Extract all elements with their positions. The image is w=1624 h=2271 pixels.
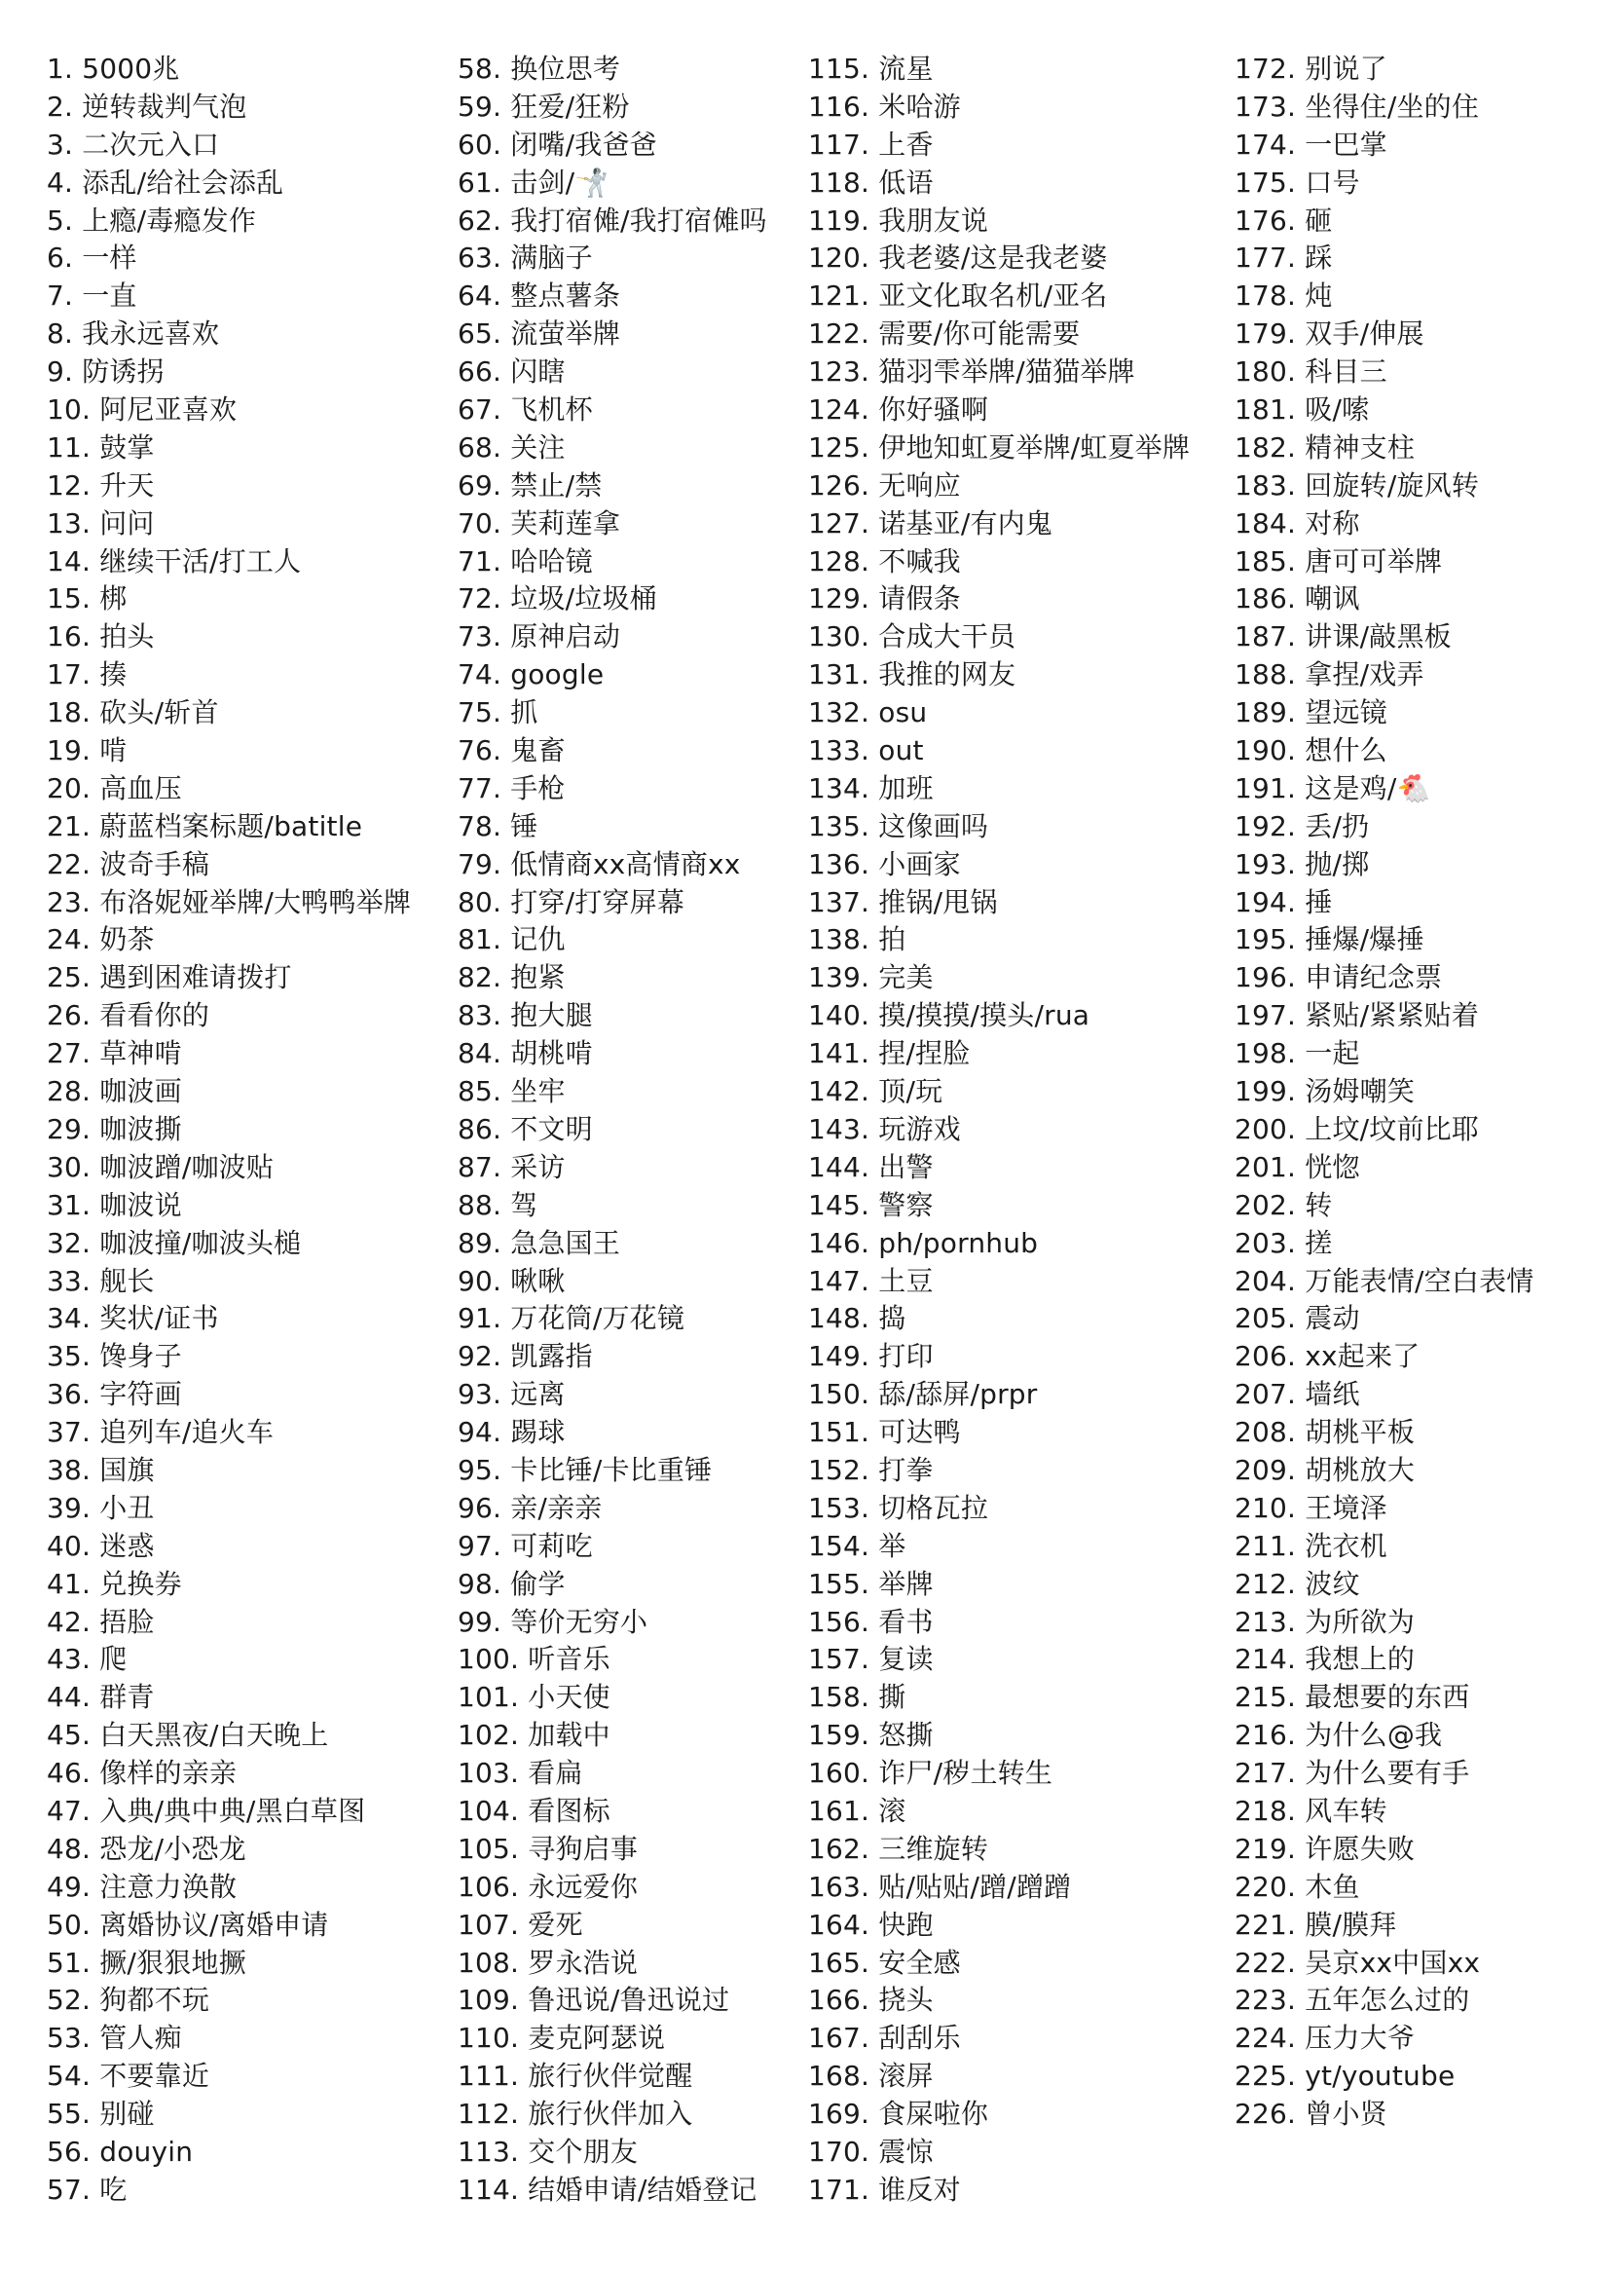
list-item: 92. 凯露指 [458, 1340, 593, 1373]
list-item: 6. 一样 [47, 242, 137, 275]
list-item: 166. 挠头 [808, 1984, 934, 2017]
list-item: 222. 吴京xx中国xx [1235, 1946, 1481, 1979]
list-item: 9. 防诱拐 [47, 355, 165, 389]
list-item: 210. 王境泽 [1235, 1491, 1387, 1524]
list-item: 51. 撅/狠狠地撅 [47, 1946, 246, 1979]
list-item: 220. 木鱼 [1235, 1870, 1360, 1903]
list-item: 89. 急急国王 [458, 1226, 621, 1259]
list-item: 130. 合成大干员 [808, 620, 1016, 653]
list-item: 209. 胡桃放大 [1235, 1453, 1416, 1486]
list-item: 109. 鲁迅说/鲁迅说过 [458, 1984, 730, 2017]
list-item: 77. 手枪 [458, 771, 566, 804]
list-item: 55. 别碰 [47, 2098, 155, 2131]
list-item: 67. 飞机杯 [458, 393, 593, 427]
list-item: 198. 一起 [1235, 1037, 1360, 1070]
list-item: 88. 驾 [458, 1188, 538, 1221]
list-item: 18. 砍头/斩首 [47, 696, 219, 729]
list-item: 57. 吃 [47, 2173, 128, 2206]
list-item: 2. 逆转裁判气泡 [47, 90, 247, 123]
list-item: 10. 阿尼亚喜欢 [47, 393, 238, 427]
list-item: 215. 最想要的东西 [1235, 1681, 1470, 1714]
list-item: 129. 请假条 [808, 582, 961, 615]
list-item: 155. 举牌 [808, 1567, 934, 1600]
list-item: 26. 看看你的 [47, 999, 210, 1032]
list-item: 139. 完美 [808, 961, 934, 994]
list-item: 69. 禁止/禁 [458, 468, 603, 502]
list-item: 213. 为所欲为 [1235, 1605, 1416, 1638]
list-item: 171. 谁反对 [808, 2173, 961, 2206]
list-item: 83. 抱大腿 [458, 999, 593, 1032]
list-item: 192. 丢/扔 [1235, 809, 1370, 842]
list-item: 146. ph/pornhub [808, 1226, 1039, 1259]
list-item: 124. 你好骚啊 [808, 393, 989, 427]
list-item: 74. google [458, 658, 605, 691]
list-item: 203. 搓 [1235, 1226, 1333, 1259]
list-item: 94. 踢球 [458, 1416, 566, 1449]
list-item: 37. 追列车/追火车 [47, 1416, 275, 1449]
list-item: 65. 流萤举牌 [458, 317, 621, 351]
list-item: 19. 啃 [47, 734, 128, 767]
list-item: 162. 三维旋转 [808, 1832, 989, 1865]
list-item: 138. 拍 [808, 923, 906, 956]
list-item: 202. 转 [1235, 1188, 1333, 1221]
list-item: 201. 恍惚 [1235, 1150, 1360, 1183]
list-item: 197. 紧贴/紧紧贴着 [1235, 999, 1480, 1032]
list-item: 24. 奶茶 [47, 923, 155, 956]
list-item: 126. 无响应 [808, 468, 961, 502]
list-item: 100. 听音乐 [458, 1643, 610, 1676]
list-item: 42. 捂脸 [47, 1605, 155, 1638]
list-item: 189. 望远镜 [1235, 696, 1387, 729]
list-item: 221. 膜/膜拜 [1235, 1908, 1397, 1941]
list-item: 5. 上瘾/毒瘾发作 [47, 204, 257, 237]
list-item: 58. 换位思考 [458, 53, 621, 85]
list-item: 145. 警察 [808, 1188, 934, 1221]
list-item: 149. 打印 [808, 1340, 934, 1373]
list-item: 163. 贴/贴贴/蹭/蹭蹭 [808, 1870, 1072, 1903]
list-item: 186. 嘲讽 [1235, 582, 1360, 615]
list-item: 93. 远离 [458, 1378, 566, 1411]
list-item: 53. 管人痴 [47, 2022, 182, 2055]
list-item: 133. out [808, 734, 924, 767]
list-item: 128. 不喊我 [808, 544, 961, 577]
list-item: 75. 抓 [458, 696, 538, 729]
list-item: 134. 加班 [808, 771, 934, 804]
list-item: 188. 拿捏/戏弄 [1235, 658, 1424, 691]
list-item: 199. 汤姆嘲笑 [1235, 1075, 1416, 1108]
list-item: 140. 摸/摸摸/摸头/rua [808, 999, 1090, 1032]
list-item: 156. 看书 [808, 1605, 934, 1638]
list-item: 160. 诈尸/秽土转生 [808, 1757, 1053, 1790]
list-item: 96. 亲/亲亲 [458, 1491, 603, 1524]
list-item: 117. 上香 [808, 128, 934, 161]
list-item: 48. 恐龙/小恐龙 [47, 1832, 246, 1865]
list-item: 54. 不要靠近 [47, 2060, 210, 2093]
list-item: 158. 撕 [808, 1681, 906, 1714]
list-item: 110. 麦克阿瑟说 [458, 2022, 666, 2055]
list-item: 101. 小天使 [458, 1681, 610, 1714]
list-item: 23. 布洛妮娅举牌/大鸭鸭举牌 [47, 885, 412, 918]
list-item: 13. 问问 [47, 506, 155, 540]
list-item: 175. 口号 [1235, 166, 1360, 199]
list-item: 104. 看图标 [458, 1794, 610, 1827]
list-item: 141. 捏/捏脸 [808, 1037, 971, 1070]
list-item: 43. 爬 [47, 1643, 128, 1676]
list-item: 148. 捣 [808, 1302, 906, 1335]
list-item: 196. 申请纪念票 [1235, 961, 1443, 994]
list-item: 34. 奖状/证书 [47, 1302, 219, 1335]
list-item: 204. 万能表情/空白表情 [1235, 1264, 1534, 1297]
list-item: 173. 坐得住/坐的住 [1235, 90, 1480, 123]
list-item: 105. 寻狗启事 [458, 1832, 639, 1865]
list-item: 127. 诺基亚/有内鬼 [808, 506, 1053, 540]
list-item: 191. 这是鸡/🐔 [1235, 771, 1431, 804]
list-item: 108. 罗永浩说 [458, 1946, 639, 1979]
list-item: 154. 举 [808, 1529, 906, 1562]
list-item: 121. 亚文化取名机/亚名 [808, 279, 1108, 313]
list-item: 64. 整点薯条 [458, 279, 621, 313]
list-item: 12. 升天 [47, 468, 155, 502]
list-item: 211. 洗衣机 [1235, 1529, 1387, 1562]
list-item: 68. 关注 [458, 430, 566, 464]
list-item: 56. douyin [47, 2135, 194, 2168]
list-item: 164. 快跑 [808, 1908, 934, 1941]
list-item: 80. 打穿/打穿屏幕 [458, 885, 685, 918]
list-item: 193. 抛/掷 [1235, 847, 1370, 880]
list-item: 142. 顶/玩 [808, 1075, 943, 1108]
list-item: 137. 推锅/甩锅 [808, 885, 998, 918]
list-item: 76. 鬼畜 [458, 734, 566, 767]
list-item: 29. 咖波撕 [47, 1112, 182, 1145]
list-item: 86. 不文明 [458, 1112, 593, 1145]
list-item: 85. 坐牢 [458, 1075, 566, 1108]
list-item: 167. 刮刮乐 [808, 2022, 961, 2055]
list-item: 172. 别说了 [1235, 53, 1387, 85]
list-item: 8. 我永远喜欢 [47, 317, 220, 351]
list-item: 119. 我朋友说 [808, 204, 989, 237]
list-item: 205. 震动 [1235, 1302, 1360, 1335]
list-item: 168. 滚屏 [808, 2060, 934, 2093]
list-item: 161. 滚 [808, 1794, 906, 1827]
list-item: 78. 锤 [458, 809, 538, 842]
list-item: 106. 永远爱你 [458, 1870, 639, 1903]
list-item: 112. 旅行伙伴加入 [458, 2098, 693, 2131]
list-item: 132. osu [808, 696, 928, 729]
list-item: 72. 垃圾/垃圾桶 [458, 582, 657, 615]
list-item: 157. 复读 [808, 1643, 934, 1676]
list-item: 41. 兑换券 [47, 1567, 182, 1600]
list-column-4 [1235, 51, 1533, 2134]
list-item: 151. 可达鸭 [808, 1416, 961, 1449]
list-item: 28. 咖波画 [47, 1075, 182, 1108]
list-item: 52. 狗都不玩 [47, 1984, 210, 2017]
list-item: 30. 咖波蹭/咖波贴 [47, 1150, 275, 1183]
list-item: 47. 入典/典中典/黑白草图 [47, 1794, 366, 1827]
list-item: 206. xx起来了 [1235, 1340, 1421, 1373]
list-item: 194. 捶 [1235, 885, 1333, 918]
list-item: 22. 波奇手稿 [47, 847, 210, 880]
list-item: 179. 双手/伸展 [1235, 317, 1424, 351]
list-item: 102. 加载中 [458, 1719, 610, 1752]
list-item: 165. 安全感 [808, 1946, 961, 1979]
list-item: 217. 为什么要有手 [1235, 1757, 1470, 1790]
list-item: 98. 偷学 [458, 1567, 566, 1600]
list-column-1 [47, 51, 411, 2210]
list-item: 15. 梆 [47, 582, 128, 615]
list-item: 170. 震惊 [808, 2135, 934, 2168]
list-item: 17. 揍 [47, 658, 128, 691]
list-item: 190. 想什么 [1235, 734, 1387, 767]
list-item: 62. 我打宿傩/我打宿傩吗 [458, 204, 767, 237]
list-item: 7. 一直 [47, 279, 137, 313]
list-item: 39. 小丑 [47, 1491, 155, 1524]
list-item: 97. 可莉吃 [458, 1529, 593, 1562]
list-item: 150. 舔/舔屏/prpr [808, 1378, 1038, 1411]
list-item: 113. 交个朋友 [458, 2135, 639, 2168]
list-item: 183. 回旋转/旋风转 [1235, 468, 1480, 502]
list-item: 176. 砸 [1235, 204, 1333, 237]
list-item: 135. 这像画吗 [808, 809, 989, 842]
list-item: 147. 土豆 [808, 1264, 934, 1297]
list-item: 35. 馋身子 [47, 1340, 182, 1373]
list-item: 71. 哈哈镜 [458, 544, 593, 577]
list-item: 187. 讲课/敲黑板 [1235, 620, 1452, 653]
list-item: 70. 芙莉莲拿 [458, 506, 621, 540]
list-item: 153. 切格瓦拉 [808, 1491, 989, 1524]
list-item: 25. 遇到困难请拨打 [47, 961, 292, 994]
list-item: 91. 万花筒/万花镜 [458, 1302, 685, 1335]
list-item: 14. 继续干活/打工人 [47, 544, 302, 577]
list-item: 226. 曾小贤 [1235, 2098, 1387, 2131]
list-item: 123. 猫羽雫举牌/猫猫举牌 [808, 355, 1135, 389]
list-item: 216. 为什么@我 [1235, 1719, 1443, 1752]
list-item: 90. 啾啾 [458, 1264, 566, 1297]
list-item: 36. 字符画 [47, 1378, 182, 1411]
list-item: 1. 5000兆 [47, 53, 180, 85]
list-item: 181. 吸/嗦 [1235, 393, 1370, 427]
list-item: 95. 卡比锤/卡比重锤 [458, 1453, 713, 1486]
list-item: 49. 注意力涣散 [47, 1870, 238, 1903]
list-item: 32. 咖波撞/咖波头槌 [47, 1226, 302, 1259]
list-item: 136. 小画家 [808, 847, 961, 880]
list-column-2 [458, 51, 767, 2210]
list-item: 120. 我老婆/这是我老婆 [808, 242, 1108, 275]
list-item: 21. 蔚蓝档案标题/batitle [47, 809, 363, 842]
list-item: 38. 国旗 [47, 1453, 155, 1486]
list-item: 73. 原神启动 [458, 620, 621, 653]
list-item: 200. 上坟/坟前比耶 [1235, 1112, 1480, 1145]
list-item: 20. 高血压 [47, 771, 182, 804]
list-item: 225. yt/youtube [1235, 2060, 1456, 2093]
list-item: 169. 食屎啦你 [808, 2098, 989, 2131]
list-item: 125. 伊地知虹夏举牌/虹夏举牌 [808, 430, 1191, 464]
list-item: 81. 记仇 [458, 923, 566, 956]
list-item: 59. 狂爱/狂粉 [458, 90, 630, 123]
list-item: 122. 需要/你可能需要 [808, 317, 1081, 351]
list-item: 182. 精神支柱 [1235, 430, 1416, 464]
list-item: 16. 拍头 [47, 620, 155, 653]
list-item: 152. 打拳 [808, 1453, 934, 1486]
list-item: 184. 对称 [1235, 506, 1360, 540]
list-item: 118. 低语 [808, 166, 934, 199]
list-item: 115. 流星 [808, 53, 934, 85]
list-item: 223. 五年怎么过的 [1235, 1984, 1470, 2017]
list-item: 212. 波纹 [1235, 1567, 1360, 1600]
list-item: 178. 炖 [1235, 279, 1333, 313]
list-item: 27. 草神啃 [47, 1037, 182, 1070]
list-item: 174. 一巴掌 [1235, 128, 1387, 161]
list-item: 40. 迷惑 [47, 1529, 155, 1562]
list-item: 87. 采访 [458, 1150, 566, 1183]
list-item: 107. 爱死 [458, 1908, 583, 1941]
list-item: 33. 舰长 [47, 1264, 155, 1297]
list-item: 50. 离婚协议/离婚申请 [47, 1908, 329, 1941]
list-item: 180. 科目三 [1235, 355, 1387, 389]
list-item: 177. 踩 [1235, 242, 1333, 275]
list-item: 4. 添乱/给社会添乱 [47, 166, 284, 199]
list-item: 218. 风车转 [1235, 1794, 1387, 1827]
list-item: 195. 捶爆/爆捶 [1235, 923, 1424, 956]
list-item: 45. 白天黑夜/白天晚上 [47, 1719, 329, 1752]
list-item: 144. 出警 [808, 1150, 934, 1183]
list-item: 114. 结婚申请/结婚登记 [458, 2173, 757, 2206]
list-item: 116. 米哈游 [808, 90, 961, 123]
list-item: 185. 唐可可举牌 [1235, 544, 1443, 577]
list-item: 99. 等价无穷小 [458, 1605, 648, 1638]
list-item: 44. 群青 [47, 1681, 155, 1714]
list-item: 84. 胡桃啃 [458, 1037, 593, 1070]
list-item: 61. 击剑/🤺 [458, 166, 609, 199]
list-item: 46. 像样的亲亲 [47, 1757, 238, 1790]
list-item: 103. 看扁 [458, 1757, 583, 1790]
list-item: 63. 满脑子 [458, 242, 593, 275]
list-item: 79. 低情商xx高情商xx [458, 847, 741, 880]
list-item: 11. 鼓掌 [47, 430, 155, 464]
list-item: 66. 闪瞎 [458, 355, 566, 389]
list-item: 214. 我想上的 [1235, 1643, 1416, 1676]
list-item: 60. 闭嘴/我爸爸 [458, 128, 657, 161]
list-item: 219. 许愿失败 [1235, 1832, 1416, 1865]
list-item: 224. 压力大爷 [1235, 2022, 1416, 2055]
list-item: 111. 旅行伙伴觉醒 [458, 2060, 693, 2093]
list-column-3 [808, 51, 1190, 2210]
list-item: 31. 咖波说 [47, 1188, 182, 1221]
list-item: 3. 二次元入口 [47, 128, 220, 161]
list-item: 207. 墙纸 [1235, 1378, 1360, 1411]
list-item: 131. 我推的网友 [808, 658, 1016, 691]
list-item: 82. 抱紧 [458, 961, 566, 994]
list-item: 159. 怒撕 [808, 1719, 934, 1752]
list-item: 208. 胡桃平板 [1235, 1416, 1416, 1449]
list-item: 143. 玩游戏 [808, 1112, 961, 1145]
